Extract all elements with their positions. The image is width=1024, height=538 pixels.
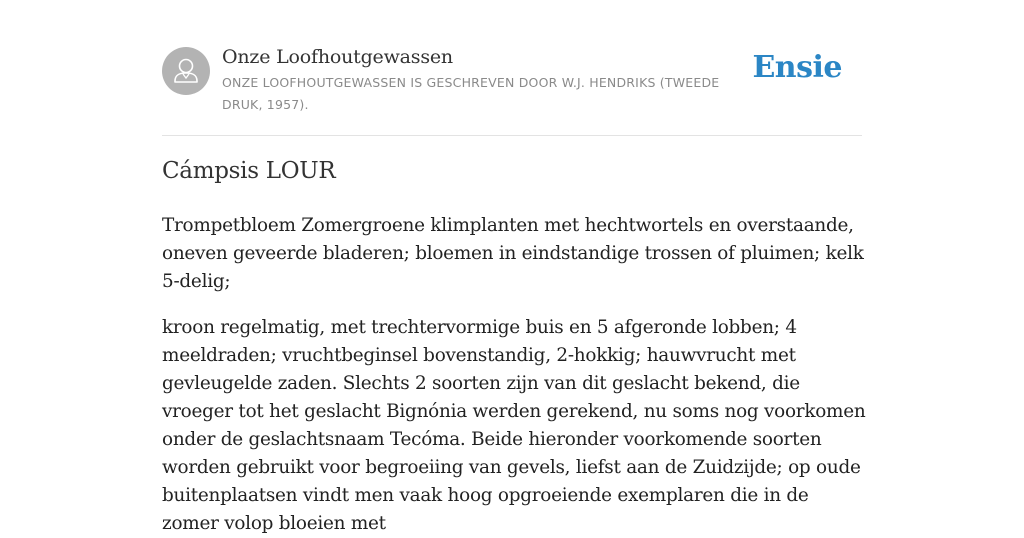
header-divider bbox=[162, 135, 862, 136]
entry-paragraph: Trompetbloem Zomergroene klimplanten met hechtwortels en overstaande, oneven geveerde bladeren; bloemen in eindstandige trossen of pluimen; kelk 5-delig; bbox=[162, 215, 864, 292]
brand-logo[interactable]: Ensie bbox=[752, 50, 842, 85]
source-description: ONZE LOOFHOUTGEWASSEN IS GESCHREVEN DOOR W.J. HENDRIKS (TWEEDE DRUK, 1957). bbox=[222, 75, 720, 112]
user-icon bbox=[162, 47, 210, 95]
entry-paragraph: kroon regelmatig, met trechtervormige buis en 5 afgeronde lobben; 4 meeldraden; vruchtbeginsel bovenstandig, 2-hokkig; hauwvrucht met gevleugelde zaden. Slechts 2 soorten zijn van dit geslacht bekend, die vroeger tot het geslacht Bignónia werden gerekend, nu soms nog voorkomen onder de geslachtsnaam Tecóma. Beide hieronder voorkomende soorten worden gebruikt voor begroeiing van gevels, liefst aan de Zuidzijde; op oude buitenplaatsen vindt men vaak hoog opgroeiende exemplaren die in de zomer volop bloeien met bbox=[162, 317, 866, 534]
source-header bbox=[162, 46, 862, 136]
source-title[interactable]: Onze Loofhoutgewassen bbox=[222, 46, 453, 68]
entry-title: Cámpsis LOUR bbox=[162, 158, 336, 184]
